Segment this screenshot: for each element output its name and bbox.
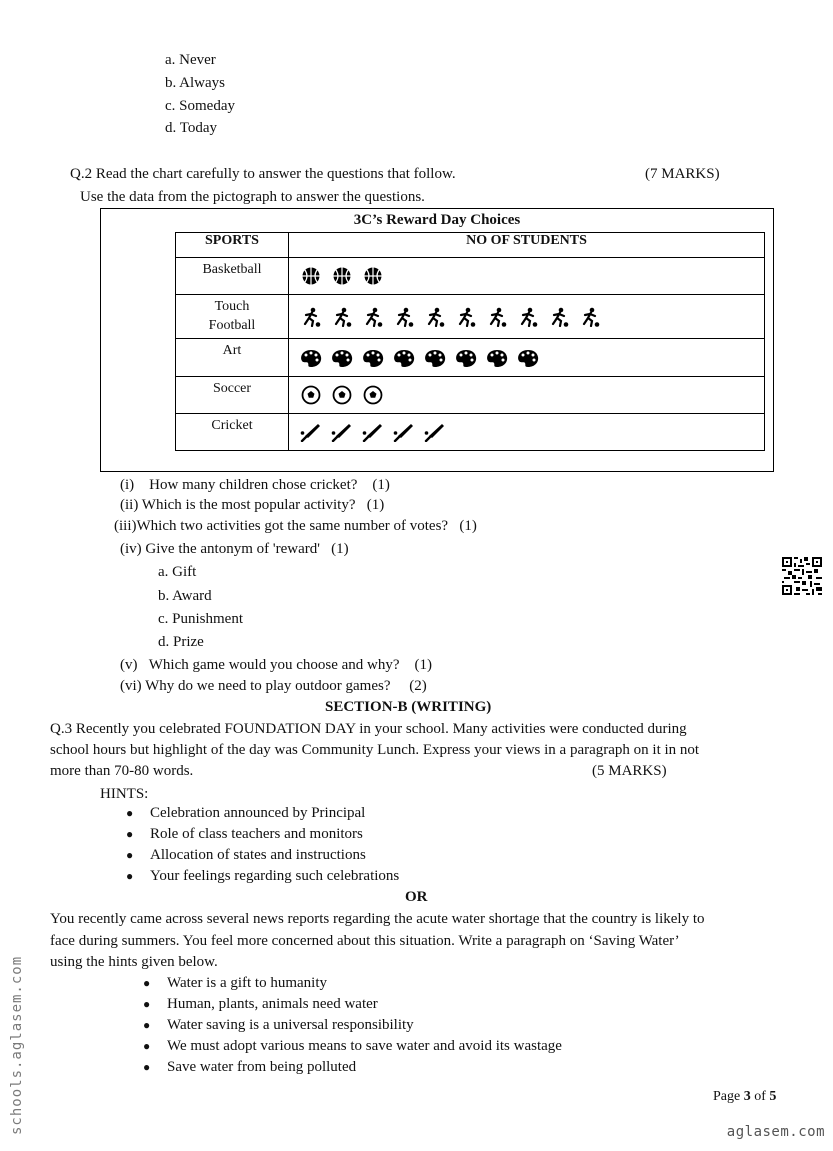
alt-line-1: You recently came across several news reports regarding the acute water shortage that the country is likely to: [50, 911, 705, 927]
bottom-watermark: aglasem.com: [726, 1124, 825, 1140]
alt-hint-item: ● Water saving is a universal responsibility: [143, 1015, 562, 1036]
basketball-icon: [299, 266, 323, 286]
row-cricket: [176, 414, 765, 451]
cricket-bat-icon: [392, 422, 416, 442]
alt-hint-item: ● Save water from being polluted: [143, 1057, 562, 1078]
q2-marks: (7 MARKS): [645, 166, 720, 182]
alt-line-3: using the hints given below.: [50, 954, 218, 970]
q2-question-vi: (vi) Why do we need to play outdoor games? (2): [120, 678, 427, 694]
alt-hint-item: ● Water is a gift to humanity: [143, 973, 562, 994]
sport-label: Cricket: [176, 414, 289, 451]
hint-item: ● Allocation of states and instructions: [126, 845, 399, 866]
icon-cell: [289, 295, 765, 339]
running-player-icon: [516, 307, 540, 327]
running-player-icon: [454, 307, 478, 327]
q1-option-a: a. Never: [165, 52, 216, 68]
running-player-icon: [485, 307, 509, 327]
row-art: [176, 339, 765, 377]
pictograph-table: [175, 232, 765, 451]
alt-hint-item: ● We must adopt various means to save water and avoid its wastage: [143, 1036, 562, 1057]
q1-option-d: d. Today: [165, 120, 218, 136]
alt-hint-item: ● Human, plants, animals need water: [143, 994, 562, 1015]
q2-iv-option-b: b. Award: [158, 588, 212, 604]
sport-label: Basketball: [176, 258, 289, 295]
q3-line-2: school hours but highlight of the day was Community Lunch. Express your views in a paragraph on it in not: [50, 742, 700, 758]
row-touch-football: [176, 295, 765, 339]
paint-palette-icon: [423, 348, 447, 368]
qr-code-icon: [782, 557, 822, 595]
paint-palette-icon: [299, 348, 323, 368]
alt-line-2: face during summers. You feel more concerned about this situation. Write a paragraph on ‘Saving Water’: [50, 933, 680, 949]
hint-item: ● Role of class teachers and monitors: [126, 824, 399, 845]
page-total: 5: [769, 1089, 777, 1104]
q2-instruction: Use the data from the pictograph to answer the questions.: [80, 189, 425, 205]
paint-palette-icon: [485, 348, 509, 368]
col-header-students: NO OF STUDENTS: [289, 233, 765, 258]
running-player-icon: [330, 307, 354, 327]
sport-label: Soccer: [176, 377, 289, 414]
pictograph-title: 3C’s Reward Day Choices: [353, 212, 521, 228]
q2-question-i: (i) How many children chose cricket? (1): [120, 477, 390, 493]
hints-label: HINTS:: [100, 786, 149, 802]
cricket-bat-icon: [330, 422, 354, 442]
running-player-icon: [547, 307, 571, 327]
q2-iv-option-a: a. Gift: [158, 564, 197, 580]
basketball-icon: [361, 266, 385, 286]
q1-option-c: c. Someday: [165, 98, 235, 114]
page-current: 3: [743, 1089, 751, 1104]
q2-question-iii: (iii)Which two activities got the same number of votes? (1): [114, 518, 477, 534]
sport-label: [176, 295, 289, 339]
running-player-icon: [361, 307, 385, 327]
running-player-icon: [392, 307, 416, 327]
icon-cell: [289, 414, 765, 451]
sport-label: Art: [176, 339, 289, 377]
soccer-ball-icon: [299, 385, 323, 405]
hint-item: ● Celebration announced by Principal: [126, 803, 399, 824]
row-soccer: [176, 377, 765, 414]
page-number: [713, 1088, 776, 1106]
soccer-ball-icon: [330, 385, 354, 405]
cricket-bat-icon: [423, 422, 447, 442]
running-player-icon: [423, 307, 447, 327]
q3-marks: (5 MARKS): [592, 763, 667, 779]
page-of: of: [750, 1089, 770, 1104]
hints-list: [126, 803, 399, 887]
basketball-icon: [330, 266, 354, 286]
icon-cell: [289, 339, 765, 377]
running-player-icon: [299, 307, 323, 327]
side-watermark: schools.aglasem.com: [9, 955, 25, 1135]
alt-hints-list: [143, 973, 562, 1078]
icon-cell: [289, 258, 765, 295]
sport-label-line2: Football: [208, 318, 256, 333]
section-b-heading: SECTION-B (WRITING): [325, 699, 492, 715]
paint-palette-icon: [516, 348, 540, 368]
running-player-icon: [578, 307, 602, 327]
q2-question-v: (v) Which game would you choose and why? (1): [120, 657, 432, 673]
row-basketball: [176, 258, 765, 295]
q2-iv-option-d: d. Prize: [158, 634, 204, 650]
paint-palette-icon: [361, 348, 385, 368]
q1-option-b: b. Always: [165, 75, 225, 91]
q2-iv-option-c: c. Punishment: [158, 611, 243, 627]
q3-line-3: more than 70-80 words.: [50, 763, 194, 779]
paint-palette-icon: [392, 348, 416, 368]
q2-question-iv: (iv) Give the antonym of 'reward' (1): [120, 541, 349, 557]
icon-cell: [289, 377, 765, 414]
q2-question-ii: (ii) Which is the most popular activity? (1): [120, 497, 385, 513]
soccer-ball-icon: [361, 385, 385, 405]
q3-line-1: Q.3 Recently you celebrated FOUNDATION DAY in your school. Many activities were conducted during: [50, 721, 687, 737]
q2-stem: Q.2 Read the chart carefully to answer the questions that follow.: [70, 166, 456, 182]
cricket-bat-icon: [299, 422, 323, 442]
col-header-sports: SPORTS: [176, 233, 289, 258]
cricket-bat-icon: [361, 422, 385, 442]
paint-palette-icon: [330, 348, 354, 368]
or-separator: OR: [405, 889, 428, 905]
sport-label-line1: Touch: [214, 299, 250, 314]
paint-palette-icon: [454, 348, 478, 368]
page-prefix: Page: [713, 1089, 744, 1104]
hint-item: ● Your feelings regarding such celebrations: [126, 866, 399, 887]
